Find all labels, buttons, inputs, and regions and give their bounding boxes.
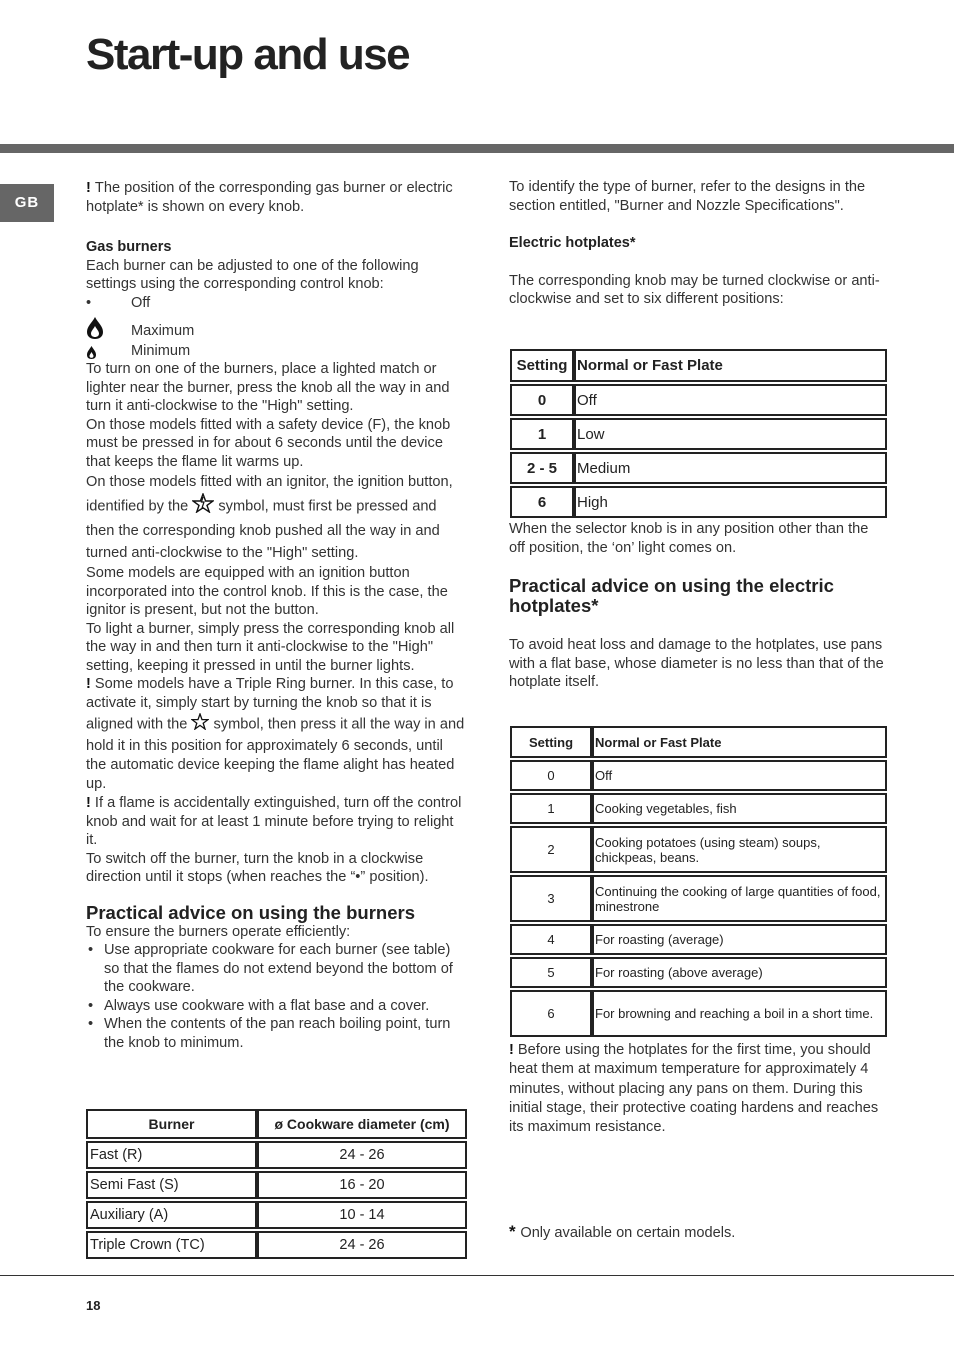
setting-cell: 5 xyxy=(510,957,592,988)
burner-name-cell: Triple Crown (TC) xyxy=(86,1231,257,1259)
table-row xyxy=(510,793,887,824)
diameter-cell: 16 - 20 xyxy=(257,1171,467,1199)
before-use-paragraph: ! Before using the hotplates for the first time, you should heat them at maximum temperature for approximately 4 minutes, without placing any pans on them. During this initial stage, their protective coating hardens and reaches its maximum resistance. xyxy=(509,1042,879,1136)
setting-cell: 0 xyxy=(510,384,574,416)
table-header-cell: Normal or Fast Plate xyxy=(592,726,887,758)
burner-advice-intro: To ensure the burners operate efficiently: xyxy=(86,923,351,940)
table-row xyxy=(510,384,887,416)
left-column xyxy=(86,179,466,1052)
table-row xyxy=(510,760,887,791)
table-row xyxy=(510,957,887,988)
diameter-cell: 24 - 26 xyxy=(257,1231,467,1259)
header-rule xyxy=(0,144,954,153)
table-row xyxy=(86,1231,467,1259)
plate-cell: Low xyxy=(574,418,887,450)
table-header-cell: Setting xyxy=(510,349,574,382)
setting-label: Minimum xyxy=(131,342,191,359)
table-header-cell: Burner xyxy=(86,1109,257,1139)
light-on-paragraph: When the selector knob is in any position other than the off position, the ‘on’ light comes on. xyxy=(509,521,869,556)
table-header-row xyxy=(510,726,887,758)
language-tab: GB xyxy=(0,184,54,222)
page-number: 18 xyxy=(86,1298,101,1313)
gas-paragraph: Each burner can be adjusted to one of the following settings using the corresponding control knob: xyxy=(86,257,419,292)
table-row xyxy=(510,452,887,484)
use-cell: For roasting (above average) xyxy=(592,957,887,988)
setting-cell: 6 xyxy=(510,486,574,518)
safety-paragraph: On those models fitted with a safety device (F), the knob must be pressed in for about 6 seconds until the device that keeps the flame lit warms up. xyxy=(86,416,451,470)
table-header-cell: Setting xyxy=(510,726,592,758)
right-column-middle xyxy=(509,520,887,692)
extinguished-paragraph: ! If a flame is accidentally extinguished, turn off the control knob and wait for at least 1 minute before trying to relight it. xyxy=(86,795,462,849)
switch-off-paragraph: To switch off the burner, turn the knob in a clockwise direction until it stops (when reaches the “•” position). xyxy=(86,850,429,886)
table-row xyxy=(510,486,887,518)
footer-rule xyxy=(0,1275,954,1276)
warning-mark: ! xyxy=(86,795,95,812)
table-row xyxy=(510,990,887,1037)
warning-mark: ! xyxy=(86,180,95,196)
table-row xyxy=(86,1171,467,1199)
knob-paragraph: The corresponding knob may be turned clockwise or anti-clockwise and set to six different positions: xyxy=(509,272,880,307)
small-flame-icon xyxy=(86,345,97,366)
hotplate-settings-table xyxy=(510,347,887,520)
warning-mark: ! xyxy=(86,676,95,692)
table-row xyxy=(510,875,887,922)
burner-advice-list xyxy=(86,941,466,1052)
table-header-cell: ø Cookware diameter (cm) xyxy=(257,1109,467,1139)
setting-cell: 2 xyxy=(510,826,592,873)
table-row xyxy=(510,924,887,955)
setting-cell: 0 xyxy=(510,760,592,791)
ignition-button-paragraph: Some models are equipped with an ignition button incorporated into the control knob. If this is the case, the ignitor is present, but not the button. xyxy=(86,565,448,618)
triple-ring-star-icon xyxy=(191,713,209,736)
setting-cell: 1 xyxy=(510,418,574,450)
ignition-star-icon xyxy=(192,493,214,520)
setting-cell: 4 xyxy=(510,924,592,955)
plate-cell: High xyxy=(574,486,887,518)
setting-cell: 2 - 5 xyxy=(510,452,574,484)
setting-label: Maximum xyxy=(131,323,195,339)
table-row xyxy=(86,1201,467,1229)
right-column-bottom xyxy=(509,1041,887,1137)
burner-cookware-table xyxy=(86,1107,467,1261)
use-cell: For browning and reaching a boil in a short time. xyxy=(592,990,887,1037)
setting-minimum xyxy=(86,342,466,361)
light-burner-paragraph: To light a burner, simply press the corresponding knob all the way in and then turn it anti-clockwise to the "High" setting, keeping it pressed in until the burner lights. xyxy=(86,620,455,674)
list-item: • Use appropriate cookware for each burner (see table) so that the flames do not extend beyond the bottom of the cookware. xyxy=(86,941,466,997)
avoid-paragraph: To avoid heat loss and damage to the hotplates, use pans with a flat base, whose diameter is no less than that of the hotplate itself. xyxy=(509,637,884,690)
use-cell: Cooking potatoes (using steam) soups, chickpeas, beans. xyxy=(592,826,887,873)
table-header-row xyxy=(510,349,887,382)
right-column-top xyxy=(509,178,887,309)
use-cell: Continuing the cooking of large quantities of food, minestrone xyxy=(592,875,887,922)
hotplate-uses-table xyxy=(510,724,887,1039)
use-cell: Off xyxy=(592,760,887,791)
page-title: Start-up and use xyxy=(86,30,410,79)
plate-cell: Medium xyxy=(574,452,887,484)
asterisk-mark: * xyxy=(509,1222,521,1241)
setting-label: Off xyxy=(131,294,151,311)
table-header-row xyxy=(86,1109,467,1139)
list-item: • Always use cookware with a flat base and a cover. xyxy=(86,997,466,1016)
turn-on-paragraph: To turn on one of the burners, place a lighted match or lighter near the burner, press the knob all the way in and turn it anti-clockwise to the "High" setting. xyxy=(86,361,450,414)
burner-advice-heading: Practical advice on using the burners xyxy=(86,901,415,923)
setting-cell: 6 xyxy=(510,990,592,1037)
setting-maximum xyxy=(86,322,466,341)
footnote: * Only available on certain models. xyxy=(509,1222,736,1241)
gas-burners-heading: Gas burners xyxy=(86,239,172,255)
burner-name-cell: Semi Fast (S) xyxy=(86,1171,257,1199)
use-cell: Cooking vegetables, fish xyxy=(592,793,887,824)
intro-paragraph: ! The position of the corresponding gas burner or electric hotplate* is shown on every knob. xyxy=(86,180,453,215)
list-item: • When the contents of the pan reach boiling point, turn the knob to minimum. xyxy=(86,1015,466,1052)
electric-hotplates-heading: Electric hotplates* xyxy=(509,235,636,251)
diameter-cell: 10 - 14 xyxy=(257,1201,467,1229)
table-row xyxy=(510,826,887,873)
warning-mark: ! xyxy=(509,1042,518,1058)
identify-paragraph: To identify the type of burner, refer to the designs in the section entitled, "Burner and Nozzle Specifications". xyxy=(509,179,866,214)
burner-name-cell: Auxiliary (A) xyxy=(86,1201,257,1229)
table-header-cell: Normal or Fast Plate xyxy=(574,349,887,382)
use-cell: For roasting (average) xyxy=(592,924,887,955)
table-row xyxy=(510,418,887,450)
setting-cell: 1 xyxy=(510,793,592,824)
plate-cell: Off xyxy=(574,384,887,416)
triple-ring-paragraph: ! Some models have a Triple Ring burner. In this case, to activate it, simply start by turning the knob so that it is aligned with the symbol, then press it all the way in and hold it in this position for approximately 6 seconds, until the automatic device keeping the flame alight has heated up. xyxy=(86,676,465,793)
hotplate-advice-heading: Practical advice on using the electric hotplates* xyxy=(509,575,834,616)
burner-name-cell: Fast (R) xyxy=(86,1141,257,1169)
setting-off xyxy=(86,294,466,313)
setting-cell: 3 xyxy=(510,875,592,922)
diameter-cell: 24 - 26 xyxy=(257,1141,467,1169)
ignitor-paragraph: On those models fitted with an ignitor, the ignition button, identified by the symbol, must first be pressed and then the corresponding knob pushed all the way in and turned anti-clockwise to the "High" setting. xyxy=(86,474,453,561)
table-row xyxy=(86,1141,467,1169)
bullet-icon: • xyxy=(86,294,92,311)
